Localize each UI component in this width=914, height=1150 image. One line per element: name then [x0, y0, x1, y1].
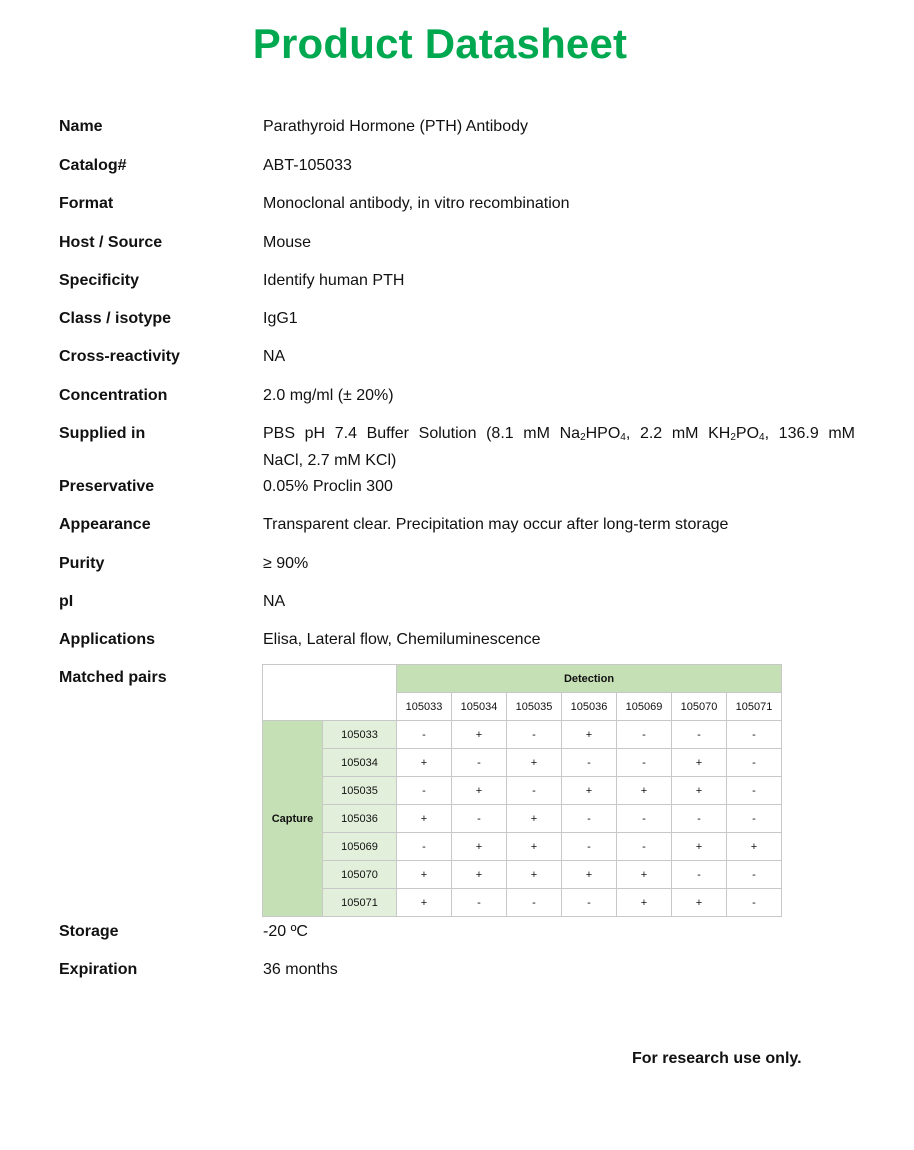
field-label-storage: Storage — [59, 923, 119, 940]
page-title: Product Datasheet — [252, 20, 628, 67]
pair-result-cell: + — [562, 861, 617, 889]
pair-result-cell: + — [672, 749, 727, 777]
pair-result-cell: + — [507, 749, 562, 777]
field-label-pi: pI — [59, 593, 74, 610]
field-value-storage: -20 ºC — [263, 923, 308, 940]
capture-row-header: 105035 — [323, 777, 397, 805]
pair-result-cell: - — [617, 721, 672, 749]
detection-header: Detection — [397, 665, 782, 693]
pair-result-cell: + — [507, 861, 562, 889]
pair-result-cell: - — [397, 833, 452, 861]
table-row — [263, 805, 782, 833]
field-value-format: Monoclonal antibody, in vitro recombination — [263, 195, 570, 212]
field-value-appearance: Transparent clear. Precipitation may occur after long-term storage — [263, 516, 729, 533]
pair-result-cell: - — [727, 805, 782, 833]
pair-result-cell: + — [672, 889, 727, 917]
detection-column-header: 105034 — [452, 693, 507, 721]
field-label-catalog: Catalog# — [59, 157, 127, 174]
field-label-applications: Applications — [59, 631, 156, 648]
pair-result-cell: + — [452, 777, 507, 805]
detection-column-header: 105069 — [617, 693, 672, 721]
field-value-catalog: ABT-105033 — [263, 157, 352, 174]
field-value-pi: NA — [263, 593, 286, 610]
pair-result-cell: - — [727, 889, 782, 917]
pair-result-cell: + — [397, 861, 452, 889]
pair-result-cell: + — [617, 777, 672, 805]
pair-result-cell: + — [617, 889, 672, 917]
detection-column-header: 105033 — [397, 693, 452, 721]
field-value-supplied-in — [263, 420, 855, 474]
pair-result-cell: - — [452, 749, 507, 777]
pair-result-cell: - — [727, 721, 782, 749]
field-label-appearance: Appearance — [59, 516, 151, 533]
field-label-class-isotype: Class / isotype — [59, 310, 172, 327]
field-value-expiration: 36 months — [263, 961, 338, 978]
research-use-notice: For research use only. — [632, 1050, 802, 1067]
pair-result-cell: + — [562, 721, 617, 749]
pair-result-cell: - — [727, 861, 782, 889]
table-row — [263, 861, 782, 889]
pair-result-cell: + — [397, 889, 452, 917]
table-row — [263, 721, 782, 749]
pair-result-cell: + — [507, 805, 562, 833]
field-label-expiration: Expiration — [59, 961, 138, 978]
pair-result-cell: + — [672, 777, 727, 805]
pair-result-cell: - — [562, 889, 617, 917]
detection-column-header: 105035 — [507, 693, 562, 721]
pair-result-cell: - — [672, 861, 727, 889]
field-value-concentration: 2.0 mg/ml (± 20%) — [263, 387, 394, 404]
supplied-in-line-2: NaCl, 2.7 mM KCl) — [263, 452, 397, 469]
pair-result-cell: + — [727, 833, 782, 861]
pair-result-cell: + — [672, 833, 727, 861]
pair-result-cell: + — [617, 861, 672, 889]
field-value-purity: ≥ 90% — [263, 555, 309, 572]
pair-result-cell: - — [727, 777, 782, 805]
field-label-purity: Purity — [59, 555, 105, 572]
pair-result-cell: - — [507, 721, 562, 749]
detection-column-header: 105070 — [672, 693, 727, 721]
capture-row-header: 105069 — [323, 833, 397, 861]
supplied-in-line-1: PBS pH 7.4 Buffer Solution (8.1 mM $Na_2HPO_4$, 2.2 mM $KH_2PO_4$, 136.9 mM — [263, 425, 856, 443]
table-row — [263, 777, 782, 805]
field-label-format: Format — [59, 195, 114, 212]
field-value-preservative: 0.05% Proclin 300 — [263, 478, 393, 495]
field-value-host-source: Mouse — [263, 234, 312, 251]
field-label-name: Name — [59, 118, 103, 135]
field-label-host-source: Host / Source — [59, 234, 163, 251]
pair-result-cell: + — [397, 749, 452, 777]
pair-result-cell: + — [452, 861, 507, 889]
pair-result-cell: + — [397, 805, 452, 833]
pair-result-cell: + — [507, 833, 562, 861]
field-value-specificity: Identify human PTH — [263, 272, 405, 289]
table-corner — [263, 665, 397, 721]
table-row — [263, 889, 782, 917]
pair-result-cell: - — [617, 805, 672, 833]
detection-column-header: 105071 — [727, 693, 782, 721]
field-label-cross-reactivity: Cross-reactivity — [59, 348, 180, 365]
field-value-applications: Elisa, Lateral flow, Chemiluminescence — [263, 631, 541, 648]
pair-result-cell: + — [562, 777, 617, 805]
detection-column-header: 105036 — [562, 693, 617, 721]
pair-result-cell: - — [617, 749, 672, 777]
pair-result-cell: - — [397, 777, 452, 805]
capture-row-header: 105070 — [323, 861, 397, 889]
capture-row-header: 105071 — [323, 889, 397, 917]
field-label-specificity: Specificity — [59, 272, 140, 289]
field-value-name: Parathyroid Hormone (PTH) Antibody — [263, 118, 528, 135]
field-label-matched-pairs: Matched pairs — [59, 669, 167, 686]
field-value-class-isotype: IgG1 — [263, 310, 298, 327]
table-row — [263, 833, 782, 861]
pair-result-cell: - — [562, 805, 617, 833]
capture-header: Capture — [263, 721, 323, 917]
field-value-cross-reactivity: NA — [263, 348, 286, 365]
pair-result-cell: + — [452, 833, 507, 861]
pair-result-cell: - — [452, 889, 507, 917]
field-label-supplied-in: Supplied in — [59, 425, 146, 442]
field-label-concentration: Concentration — [59, 387, 168, 404]
capture-row-header: 105036 — [323, 805, 397, 833]
pair-result-cell: - — [397, 721, 452, 749]
pair-result-cell: + — [452, 721, 507, 749]
pair-result-cell: - — [617, 833, 672, 861]
pair-result-cell: - — [727, 749, 782, 777]
pair-result-cell: - — [672, 721, 727, 749]
capture-row-header: 105033 — [323, 721, 397, 749]
table-row — [263, 749, 782, 777]
pair-result-cell: - — [507, 889, 562, 917]
pair-result-cell: - — [672, 805, 727, 833]
field-label-preservative: Preservative — [59, 478, 155, 495]
pair-result-cell: - — [562, 833, 617, 861]
pair-result-cell: - — [507, 777, 562, 805]
pair-result-cell: - — [562, 749, 617, 777]
capture-row-header: 105034 — [323, 749, 397, 777]
matched-pairs-table — [262, 664, 782, 917]
pair-result-cell: - — [452, 805, 507, 833]
